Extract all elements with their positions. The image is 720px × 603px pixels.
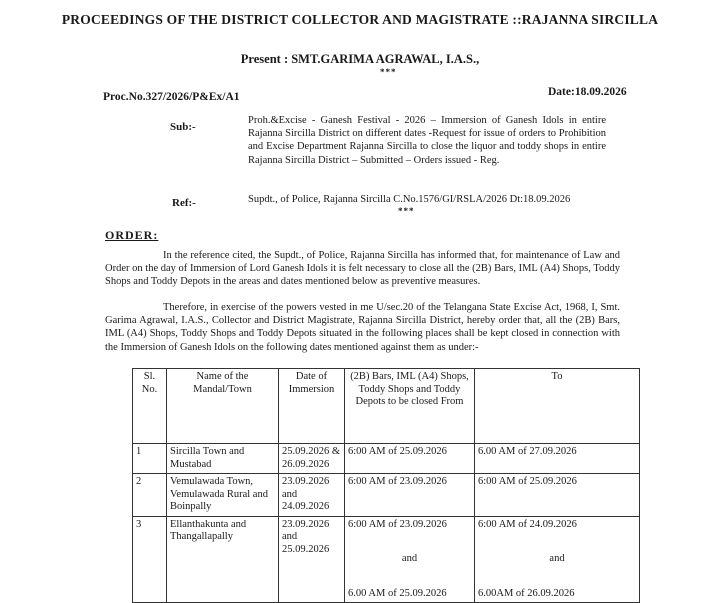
present-line: Present : SMT.GARIMA AGRAWAL, I.A.S., — [240, 52, 480, 66]
closed-to-first: 6:00 AM of 24.09.2026 — [478, 518, 577, 530]
reference-text: Supdt., of Police, Rajanna Sircilla C.No.1576/GI/RSLA/2026 Dt:18.09.2026 — [248, 194, 571, 205]
row-mandal: Vemulawada Town, Vemulawada Rural and Boinpally — [167, 474, 279, 517]
proceeding-date: Date:18.09.2026 — [548, 86, 627, 98]
row-closed-from: 6:00 AM of 23.09.2026 — [345, 474, 475, 517]
subject-label: Sub:- — [170, 121, 196, 133]
row-sl-no: 3 — [133, 516, 167, 603]
reference-stars: *** — [398, 206, 415, 216]
row-closed-from: 6:00 AM of 25.09.2026 — [345, 444, 475, 474]
closed-from-first: 6:00 AM of 23.09.2026 — [348, 518, 447, 530]
subject-text: Proh.&Excise - Ganesh Festival - 2026 – Immersion of Ganesh Idols in entire Rajanna Sircilla District on different dates -Request for issue of orders to Prohibition and Excise Department Rajanna Sircilla to close the liquor and toddy shops in entire Rajanna Sircilla District – Submitted – Orders issued - Reg. — [248, 115, 606, 166]
order-paragraph-1: In the reference cited, the Supdt., of Police, Rajanna Sircilla has informed that, for maintenance of Law and Order on the day of Immersion of Lord Ganesh Idols it is felt necessary to close all the (2B) Bars, IML (A4) Shops, Toddy Shops and Toddy Depots in the areas and dates mentioned below as preventive measures. — [105, 250, 620, 288]
header-closed-from: (2B) Bars, IML (A4) Shops, Toddy Shops and Toddy Depots to be closed From — [345, 369, 475, 444]
order-paragraph-2: Therefore, in exercise of the powers vested in me U/sec.20 of the Telangana State Excise Act, 1968, I, Smt. Garima Agrawal, I.A.S., Collector and District Magistrate, Rajanna Sircilla District, hereby order that, all the (2B) Bars, IML (A4) Shops, Toddy Shops and Toddy Depots situated in the following places shall be kept closed in connection with the Immersion of Ganesh Idols on the following dates mentioned against them as under:- — [105, 302, 620, 353]
separator-stars: *** — [380, 67, 397, 77]
closure-schedule-table — [132, 368, 640, 603]
row-immersion-date: 25.09.2026 & 26.09.2026 — [279, 444, 345, 474]
row-closed-to: 6.00 AM of 27.09.2026 — [475, 444, 640, 474]
document-title: PROCEEDINGS OF THE DISTRICT COLLECTOR AND MAGISTRATE ::RAJANNA SIRCILLA — [61, 12, 659, 27]
row-mandal: Sircilla Town and Mustabad — [167, 444, 279, 474]
row-sl-no: 2 — [133, 474, 167, 517]
table-header-row — [133, 369, 640, 444]
row-immersion-date: 23.09.2026 and 25.09.2026 — [279, 516, 345, 603]
row-closed-to: 6:00 AM of 25.09.2026 — [475, 474, 640, 517]
row-mandal: Ellanthakunta and Thangallapally — [167, 516, 279, 603]
table-row — [133, 444, 640, 474]
row-immersion-date: 23.09.2026 and 24.09.2026 — [279, 474, 345, 517]
header-date-of-immersion: Date of Immersion — [279, 369, 345, 444]
closed-from-second: 6.00 AM of 25.09.2026 — [348, 587, 447, 599]
header-sl-no: Sl. No. — [133, 369, 167, 444]
closed-from-and: and — [401, 553, 418, 564]
header-mandal-town: Name of the Mandal/Town — [167, 369, 279, 444]
closed-to-second: 6.00AM of 26.09.2026 — [478, 587, 575, 599]
header-to: To — [475, 369, 640, 444]
row-sl-no: 1 — [133, 444, 167, 474]
order-heading: ORDER: — [105, 228, 159, 242]
closed-to-and: and — [549, 553, 565, 564]
proceeding-number: Proc.No.327/2026/P&Ex/A1 — [103, 91, 240, 103]
reference-label: Ref:- — [172, 197, 196, 209]
table-row — [133, 474, 640, 517]
